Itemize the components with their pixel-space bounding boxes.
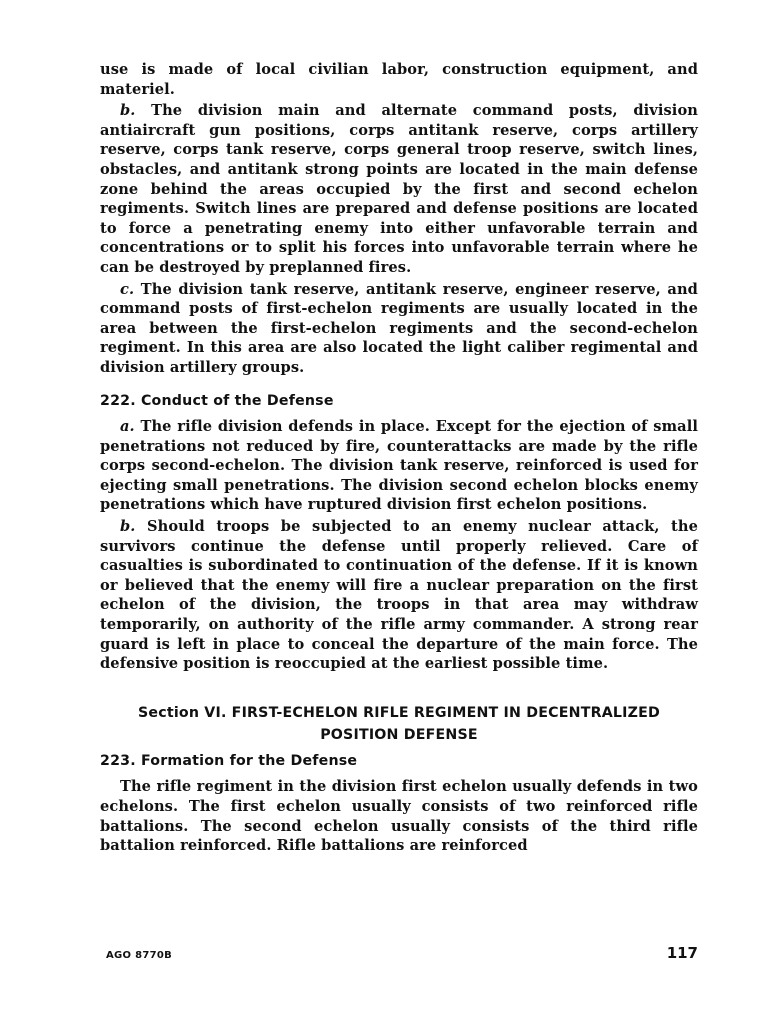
paragraph-letter: b. [120, 518, 136, 536]
paragraph-text: Should troops be subjected to an enemy nuclear attack, the survivors continue the defense until properly relieved. Care of casualties is subordinated to continuation of the defense. If it is known or believed that the enemy will fire a nuclear preparation on the first echelon of the division, the troops in that area may withdraw temporarily, on authority of the rifle army commander. A strong rear guard is left in place to conceal the departure of the main force. The defensive position is reoccupied at the earliest possible time. [100, 518, 698, 673]
page-body [100, 60, 698, 856]
paragraph-letter: a. [120, 418, 135, 436]
section-vi-title [100, 702, 698, 746]
paragraph-text: The division main and alternate command posts, division antiaircraft gun positions, corps antitank reserve, corps artillery reserve, corps tank reserve, corps general troop reserve, switch lines, obstacles, and antitank strong points are located in the main defense zone behind the areas occupied by the first and second echelon regiments. Switch lines are prepared and defense positions are located to force a penetrating enemy into either unfavorable terrain and concentrations or to split his forces into unfavorable terrain where he can be destroyed by preplanned fires. [100, 102, 698, 276]
paragraph-222a [100, 417, 698, 515]
section-title-line-1: Section VI. FIRST-ECHELON RIFLE REGIMENT IN DECENTRALIZED [138, 704, 660, 721]
paragraph-text: The rifle division defends in place. Except for the ejection of small penetrations not reduced by fire, counterattacks are made by the rifle corps second-echelon. The division tank reserve, reinforced is used for ejecting small penetrations. The division second echelon blocks enemy penetrations which have ruptured division first echelon positions. [100, 418, 698, 514]
paragraph-223: The rifle regiment in the division first echelon usually defends in two echelons. The first echelon usually consists of two reinforced rifle battalions. The second echelon usually consists of the third rifle battalion reinforced. Rifle battalions are reinforced [100, 778, 698, 855]
page-footer [106, 944, 698, 962]
paragraph-letter: c. [120, 280, 135, 298]
section-title-line-2: POSITION DEFENSE [320, 726, 478, 743]
page-number: 117 [666, 944, 698, 962]
section-heading-222: 222. Conduct of the Defense [100, 392, 334, 409]
paragraph-continued: use is made of local civilian labor, construction equipment, and materiel. [100, 61, 698, 98]
document-code: AGO 8770B [106, 950, 173, 961]
paragraph-text: The division tank reserve, antitank reserve, engineer reserve, and command posts of first-echelon regiments are usually located in the area between the first-echelon regiments and the second-echelon regiment. In this area are also located the light caliber regimental and division artillery groups. [100, 280, 698, 376]
paragraph-222b [100, 517, 698, 674]
section-heading-223: 223. Formation for the Defense [100, 752, 358, 769]
paragraph-221b [100, 101, 698, 277]
paragraph-letter: b. [120, 102, 136, 120]
paragraph-221c [100, 280, 698, 378]
